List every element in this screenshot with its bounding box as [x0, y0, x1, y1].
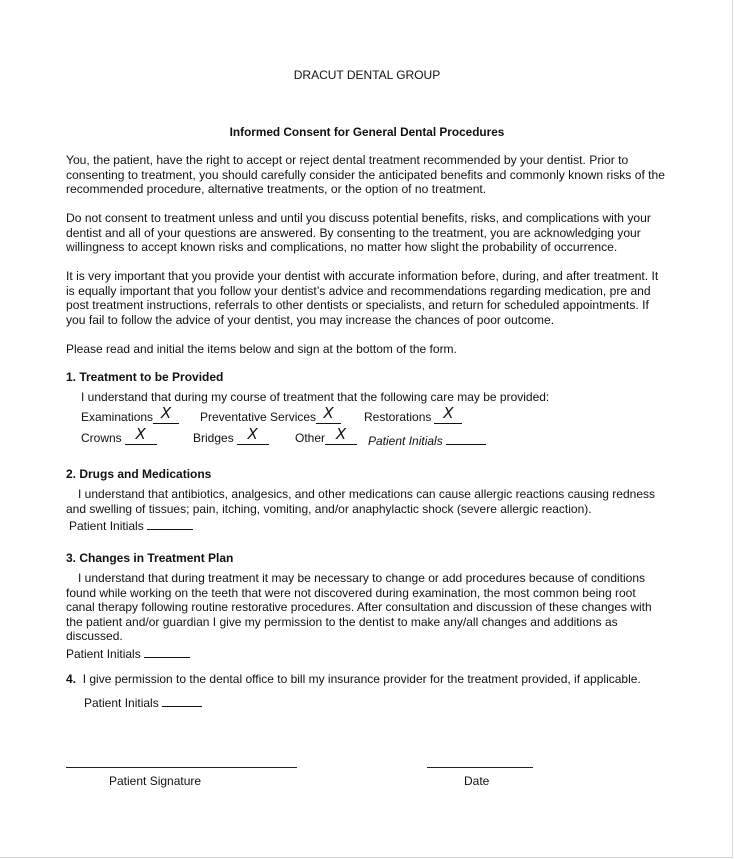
section-2-line-1: I understand that antibiotics, analgesics, and other medications can cause allergic reactions causing redness [78, 487, 656, 501]
initials-field[interactable] [147, 516, 193, 530]
initials-field[interactable] [144, 644, 190, 658]
bridges-field[interactable] [237, 425, 269, 445]
section-4-line [66, 672, 641, 687]
initials-label: Patient Initials [84, 696, 159, 710]
initials-label: Patient Initials [368, 434, 443, 448]
intro-paragraph-1: You, the patient, have the right to accept or reject dental treatment recommended by your dentist. Prior to consenting to treatment, you should carefully consider the anticipated benefits and commonly known risks of the recommended procedure, alternative treatments, or the option of no treatment. [66, 153, 665, 197]
preventative-services-field[interactable] [316, 404, 341, 424]
section-3-line-5: discussed. [66, 629, 123, 643]
signature-line[interactable] [66, 767, 297, 768]
section-4-initials [84, 693, 202, 711]
check-mark: X [335, 425, 347, 443]
treatment-label: Restorations [364, 410, 432, 424]
check-mark: X [443, 404, 454, 422]
initials-label: Patient Initials [66, 647, 141, 661]
restorations-field[interactable] [434, 404, 462, 424]
treatment-label: Preventative Services [200, 410, 317, 424]
initials-field[interactable] [446, 431, 486, 445]
organization-name: DRACUT DENTAL GROUP [293, 68, 441, 82]
section-1-heading: 1. Treatment to be Provided [66, 370, 224, 384]
section-3-line-2: found while working on the teeth that were not discovered during examination, the most common being root [66, 586, 636, 600]
section-4-text: I give permission to the dental office to bill my insurance provider for the treatment provided, if applicable. [82, 672, 641, 686]
treatment-label: Other [295, 431, 326, 445]
check-mark: X [323, 404, 334, 422]
check-mark: X [247, 425, 258, 443]
treatment-label: Examinations [81, 410, 154, 424]
section-1-lead: I understand that during my course of treatment that the following care may be provided: [81, 390, 550, 404]
patient-signature-label: Patient Signature [109, 774, 202, 788]
intro-paragraph-3: It is very important that you provide your dentist with accurate information before, during, and after treatment. It is equally important that you follow your dentist’s advice and recommendations regarding medication, pre and post treatment instructions, referrals to other dentists or specialists, and return for scheduled appointments. If you fail to follow the advice of your dentist, you may increase the chances of poor outcome. [66, 269, 659, 328]
date-label: Date [464, 774, 490, 788]
check-mark: X [160, 404, 172, 422]
treatment-crowns [81, 425, 157, 446]
intro-paragraph-2: Do not consent to treatment unless and until you discuss potential benefits, risks, and complications with your dentist and all of your questions are answered. By consenting to the treatment, you are acknowledging your willingness to accept known risks and complications, no matter how slight the probability of occurrence. [66, 211, 651, 255]
section-2-heading: 2. Drugs and Medications [66, 467, 212, 481]
section-3-line-4: the patient and/or guardian I give my permission to the dentist to make any/all changes and additions as [66, 615, 618, 629]
crowns-field[interactable] [125, 425, 157, 445]
treatment-bridges [193, 425, 269, 446]
treatment-restorations [364, 404, 462, 425]
date-line[interactable] [427, 767, 533, 768]
initials-field[interactable] [162, 693, 202, 707]
examinations-field[interactable] [153, 404, 179, 424]
section-2-line-2: and swelling of tissues; pain, itching, vomiting, and/or anaphylactic shock (severe allergic reaction). [66, 502, 592, 516]
initials-label: Patient Initials [69, 519, 144, 533]
treatment-preventative-services [200, 404, 341, 425]
section-3-initials [66, 644, 190, 662]
section-3-line-1: I understand that during treatment it may be necessary to change or add procedures because of conditions [78, 571, 646, 585]
instructions-line: Please read and initial the items below and sign at the bottom of the form. [66, 342, 457, 356]
check-mark: X [135, 425, 146, 443]
treatment-label: Bridges [193, 431, 234, 445]
section-2-initials [69, 516, 193, 534]
other-field[interactable] [325, 425, 357, 445]
treatment-other [295, 425, 357, 446]
section-3-line-3: canal therapy following routine restorative procedures. After consultation and discussion of these changes with [66, 600, 652, 614]
section-1-initials [368, 431, 486, 449]
document-title: Informed Consent for General Dental Procedures [229, 125, 505, 139]
treatment-examinations [81, 404, 179, 425]
section-3-heading: 3. Changes in Treatment Plan [66, 551, 234, 565]
section-4-number: 4. [66, 672, 77, 686]
treatment-label: Crowns [81, 431, 122, 445]
